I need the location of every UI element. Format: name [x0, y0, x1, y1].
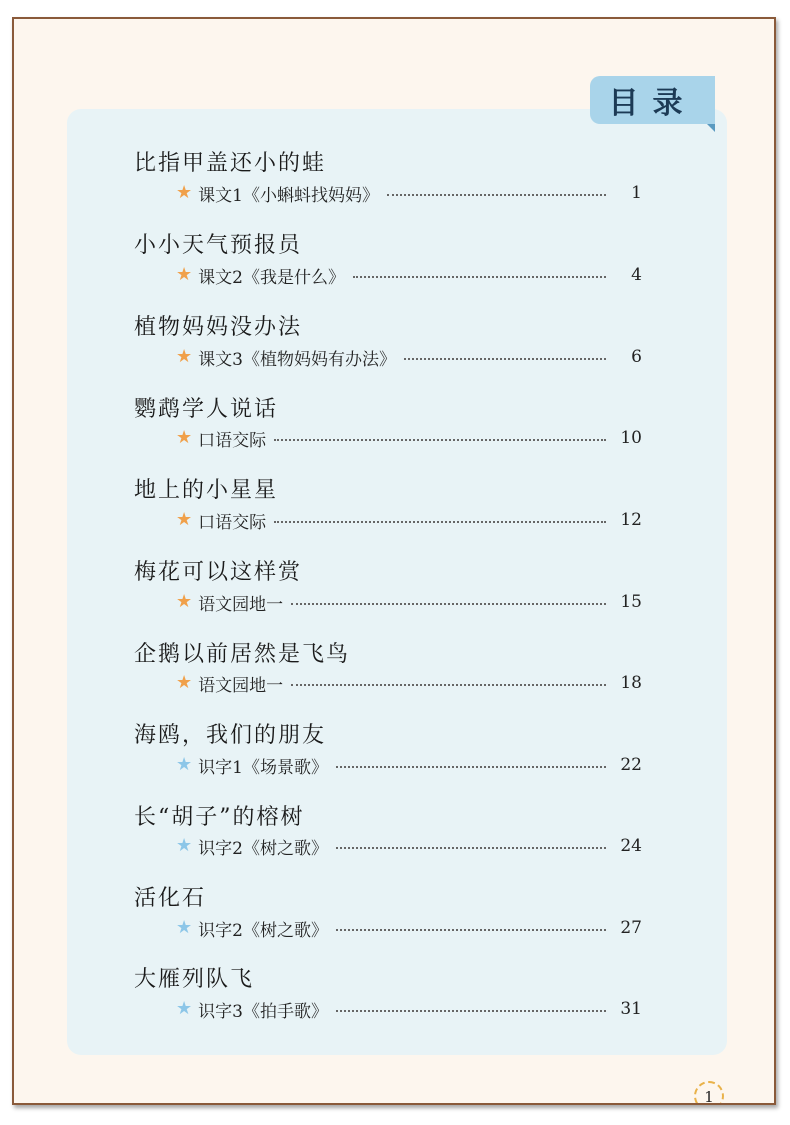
entry-sub-label: 识字1《场景歌》	[198, 757, 328, 778]
star-icon: ★	[176, 917, 193, 938]
entry-heading: 长“胡子”的榕树	[134, 805, 305, 830]
dot-leader	[336, 766, 606, 768]
dot-leader	[404, 358, 606, 360]
star-icon: ★	[176, 346, 193, 367]
entry-sub-line[interactable]	[176, 754, 642, 776]
entry-page-number: 15	[620, 592, 642, 612]
entry-page-number: 24	[620, 836, 642, 856]
entry-sub-label: 语文园地一	[198, 594, 284, 615]
entry-heading: 植物妈妈没办法	[134, 315, 303, 340]
entry-heading: 海鸥，我们的朋友	[134, 723, 327, 748]
star-icon: ★	[176, 264, 193, 285]
entry-sub-line[interactable]	[176, 591, 642, 613]
entry-page-number: 6	[631, 347, 642, 367]
dot-leader	[336, 847, 606, 849]
entry-heading: 活化石	[134, 886, 207, 911]
star-icon: ★	[176, 998, 193, 1019]
dot-leader	[291, 603, 606, 605]
entry-page-number: 10	[620, 428, 642, 448]
star-icon: ★	[176, 672, 193, 693]
entry-heading: 企鹅以前居然是飞鸟	[134, 642, 351, 667]
star-icon: ★	[176, 591, 193, 612]
entry-page-number: 4	[631, 265, 642, 285]
entry-sub-label: 识字2《树之歌》	[198, 920, 328, 941]
entry-sub-line[interactable]	[176, 182, 642, 204]
entry-sub-label: 课文1《小蝌蚪找妈妈》	[198, 185, 379, 206]
entry-heading: 鹦鹉学人说话	[134, 397, 279, 422]
entry-sub-label: 课文3《植物妈妈有办法》	[198, 349, 396, 370]
entry-sub-line[interactable]	[176, 264, 642, 286]
entry-heading: 大雁列队飞	[134, 967, 255, 992]
star-icon: ★	[176, 182, 193, 203]
entry-sub-label: 口语交际	[198, 512, 267, 533]
entry-heading: 比指甲盖还小的蛙	[134, 151, 327, 176]
entry-sub-label: 口语交际	[198, 430, 267, 451]
entry-heading: 梅花可以这样赏	[134, 560, 303, 585]
entry-sub-label: 课文2《我是什么》	[198, 267, 345, 288]
entry-sub-line[interactable]	[176, 998, 642, 1020]
entry-page-number: 12	[620, 510, 642, 530]
dot-leader	[387, 194, 606, 196]
entry-sub-line[interactable]	[176, 835, 642, 857]
entry-heading: 地上的小星星	[134, 478, 279, 503]
entry-heading: 小小天气预报员	[134, 233, 303, 258]
dot-leader	[336, 1010, 606, 1012]
entry-page-number: 31	[620, 999, 642, 1019]
entry-sub-label: 识字3《拍手歌》	[198, 1001, 328, 1022]
entry-page-number: 27	[620, 918, 642, 938]
toc-title: 目录	[590, 76, 715, 124]
entry-sub-label: 识字2《树之歌》	[198, 838, 328, 859]
dot-leader	[353, 276, 606, 278]
entry-sub-line[interactable]	[176, 917, 642, 939]
book-page	[12, 17, 776, 1105]
entry-sub-label: 语文园地一	[198, 675, 284, 696]
entry-sub-line[interactable]	[176, 346, 642, 368]
entry-sub-line[interactable]	[176, 672, 642, 694]
entry-page-number: 1	[631, 183, 642, 203]
entry-page-number: 22	[620, 755, 642, 775]
dot-leader	[274, 521, 606, 523]
dot-leader	[274, 439, 606, 441]
star-icon: ★	[176, 754, 193, 775]
star-icon: ★	[176, 835, 193, 856]
entry-page-number: 18	[620, 673, 642, 693]
star-icon: ★	[176, 509, 193, 530]
star-icon: ★	[176, 427, 193, 448]
entry-sub-line[interactable]	[176, 509, 642, 531]
page-number-badge: 1	[694, 1081, 724, 1105]
entry-sub-line[interactable]	[176, 427, 642, 449]
dot-leader	[336, 929, 606, 931]
dot-leader	[291, 684, 606, 686]
